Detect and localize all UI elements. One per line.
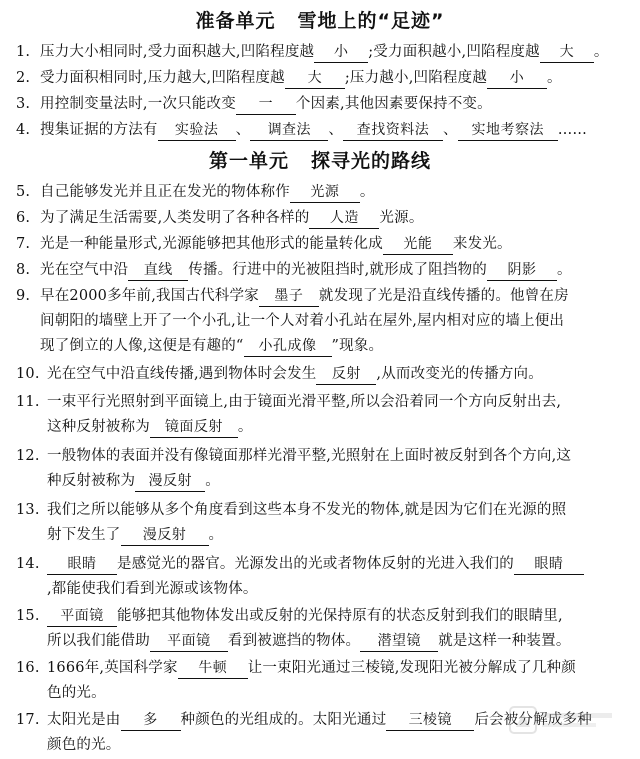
question-number: 17. xyxy=(16,712,40,728)
answer-blank: 查找资料法 xyxy=(343,120,443,141)
question-number: 11. xyxy=(16,394,40,410)
answer-blank: 大 xyxy=(285,68,345,89)
question-number: 14. xyxy=(16,556,40,572)
question-14: 14. 眼睛 是感觉光的器官。光源发出的光或者物体反射的光进入我们的 眼睛 ,都能使我们看到光源或该物体。 xyxy=(16,552,628,602)
question-7: 7. 光是一种能量形式,光源能够把其他形式的能量转化成 光能 来发光。 xyxy=(16,232,628,257)
question-number: 7. xyxy=(16,236,31,252)
question-15: 15. 平面镜 能够把其他物体发出或反射的光保持原有的状态反射到我们的眼睛里, 所以我们能借助 平面镜 看到被遮挡的物体。 潜望镜 就是这样一种装置。 xyxy=(16,604,628,654)
question-17: 17. 太阳光是由 多 种颜色的光组成的。太阳光通过 三棱镜 后会被分解成多种 颜色的光。 xyxy=(16,708,628,758)
question-number: 2. xyxy=(16,70,31,86)
answer-blank: 直线 xyxy=(128,260,188,281)
answer-blank: 光源 xyxy=(290,182,360,203)
question-9: 9. 早在2000多年前,我国古代科学家 墨子 就发现了光是沿直线传播的。他曾在房 间朝阳的墙壁上开了一个小孔,让一个人对着小孔站在屋外,屋内相对应的墙上便出 现了倒立的人像,这便是有趣的“ 小孔成像 ”现象。 xyxy=(16,284,628,359)
heading-unit-label: 第一单元 xyxy=(208,150,289,172)
question-number: 8. xyxy=(16,262,31,278)
answer-blank: 反射 xyxy=(316,364,376,385)
answer-blank: 实验法 xyxy=(158,120,236,141)
question-16: 16. 1666年,英国科学家 牛顿 让一束阳光通过三棱镜,发现阳光被分解成了几种颜 色的光。 xyxy=(16,656,628,706)
answer-blank: 平面镜 xyxy=(47,606,117,627)
answer-blank: 调查法 xyxy=(250,120,328,141)
question-10: 10. 光在空气中沿直线传播,遇到物体时会发生 反射 ,从而改变光的传播方向。 xyxy=(16,362,628,387)
answer-blank: 眼睛 xyxy=(514,554,584,575)
question-3: 3. 用控制变量法时,一次只能改变 一 个因素,其他因素要保持不变。 xyxy=(16,92,628,117)
heading-unit-title: 探寻光的路线 xyxy=(311,150,432,172)
question-number: 9. xyxy=(16,288,31,304)
answer-blank: 眼睛 xyxy=(47,554,117,575)
heading-unit-title: 雪地上的“足迹” xyxy=(297,10,445,32)
answer-blank: 一 xyxy=(236,94,296,115)
question-number: 6. xyxy=(16,210,31,226)
answer-blank: 实地考察法 xyxy=(458,120,558,141)
question-number: 5. xyxy=(16,184,31,200)
answer-blank: 镜面反射 xyxy=(150,417,238,438)
heading-preparation-unit xyxy=(0,6,640,33)
question-number: 15. xyxy=(16,608,40,624)
question-number: 1. xyxy=(16,44,31,60)
answer-blank: 小 xyxy=(487,68,547,89)
question-8: 8. 光在空气中沿 直线 传播。行进中的光被阻挡时,就形成了阻挡物的 阴影 。 xyxy=(16,258,628,283)
answer-blank: 平面镜 xyxy=(150,631,228,652)
answer-blank: 漫反射 xyxy=(135,471,205,492)
answer-blank: 小孔成像 xyxy=(244,336,332,357)
answer-blank: 人造 xyxy=(309,208,379,229)
watermark-logo xyxy=(508,703,618,737)
question-6: 6. 为了满足生活需要,人类发明了各种各样的 人造 光源。 xyxy=(16,206,628,231)
question-12: 12. 一般物体的表面并没有像镜面那样光滑平整,光照射在上面时被反射到各个方向,这 种反射被称为 漫反射 。 xyxy=(16,444,628,494)
heading-unit-label: 准备单元 xyxy=(195,10,276,32)
question-1: 1. 压力大小相同时,受力面积越大,凹陷程度越 小 ;受力面积越小,凹陷程度越 大 。 xyxy=(16,40,628,65)
question-number: 13. xyxy=(16,502,40,518)
heading-unit-one xyxy=(0,146,640,173)
question-number: 4. xyxy=(16,122,31,138)
question-number: 16. xyxy=(16,660,40,676)
question-11: 11. 一束平行光照射到平面镜上,由于镜面光滑平整,所以会沿着同一个方向反射出去, 这种反射被称为 镜面反射 。 xyxy=(16,390,628,440)
question-5: 5. 自己能够发光并且正在发光的物体称作 光源 。 xyxy=(16,180,628,205)
answer-blank: 漫反射 xyxy=(121,525,209,546)
question-13: 13. 我们之所以能够从多个角度看到这些本身不发光的物体,就是因为它们在光源的照 射下发生了 漫反射 。 xyxy=(16,498,628,548)
answer-blank: 三棱镜 xyxy=(386,710,474,731)
answer-blank: 大 xyxy=(540,42,594,63)
answer-blank: 多 xyxy=(121,710,181,731)
answer-blank: 墨子 xyxy=(259,286,319,307)
question-2: 2. 受力面积相同时,压力越大,凹陷程度越 大 ;压力越小,凹陷程度越 小 。 xyxy=(16,66,628,91)
answer-blank: 潜望镜 xyxy=(360,631,438,652)
question-4: 4. 搜集证据的方法有 实验法 、 调查法 、 查找资料法 、 实地考察法 …… xyxy=(16,118,628,143)
answer-blank: 光能 xyxy=(383,234,453,255)
question-number: 3. xyxy=(16,96,31,112)
answer-blank: 牛顿 xyxy=(178,658,248,679)
question-number: 10. xyxy=(16,366,40,382)
answer-blank: 阴影 xyxy=(487,260,557,281)
question-number: 12. xyxy=(16,448,40,464)
answer-blank: 小 xyxy=(314,42,368,63)
